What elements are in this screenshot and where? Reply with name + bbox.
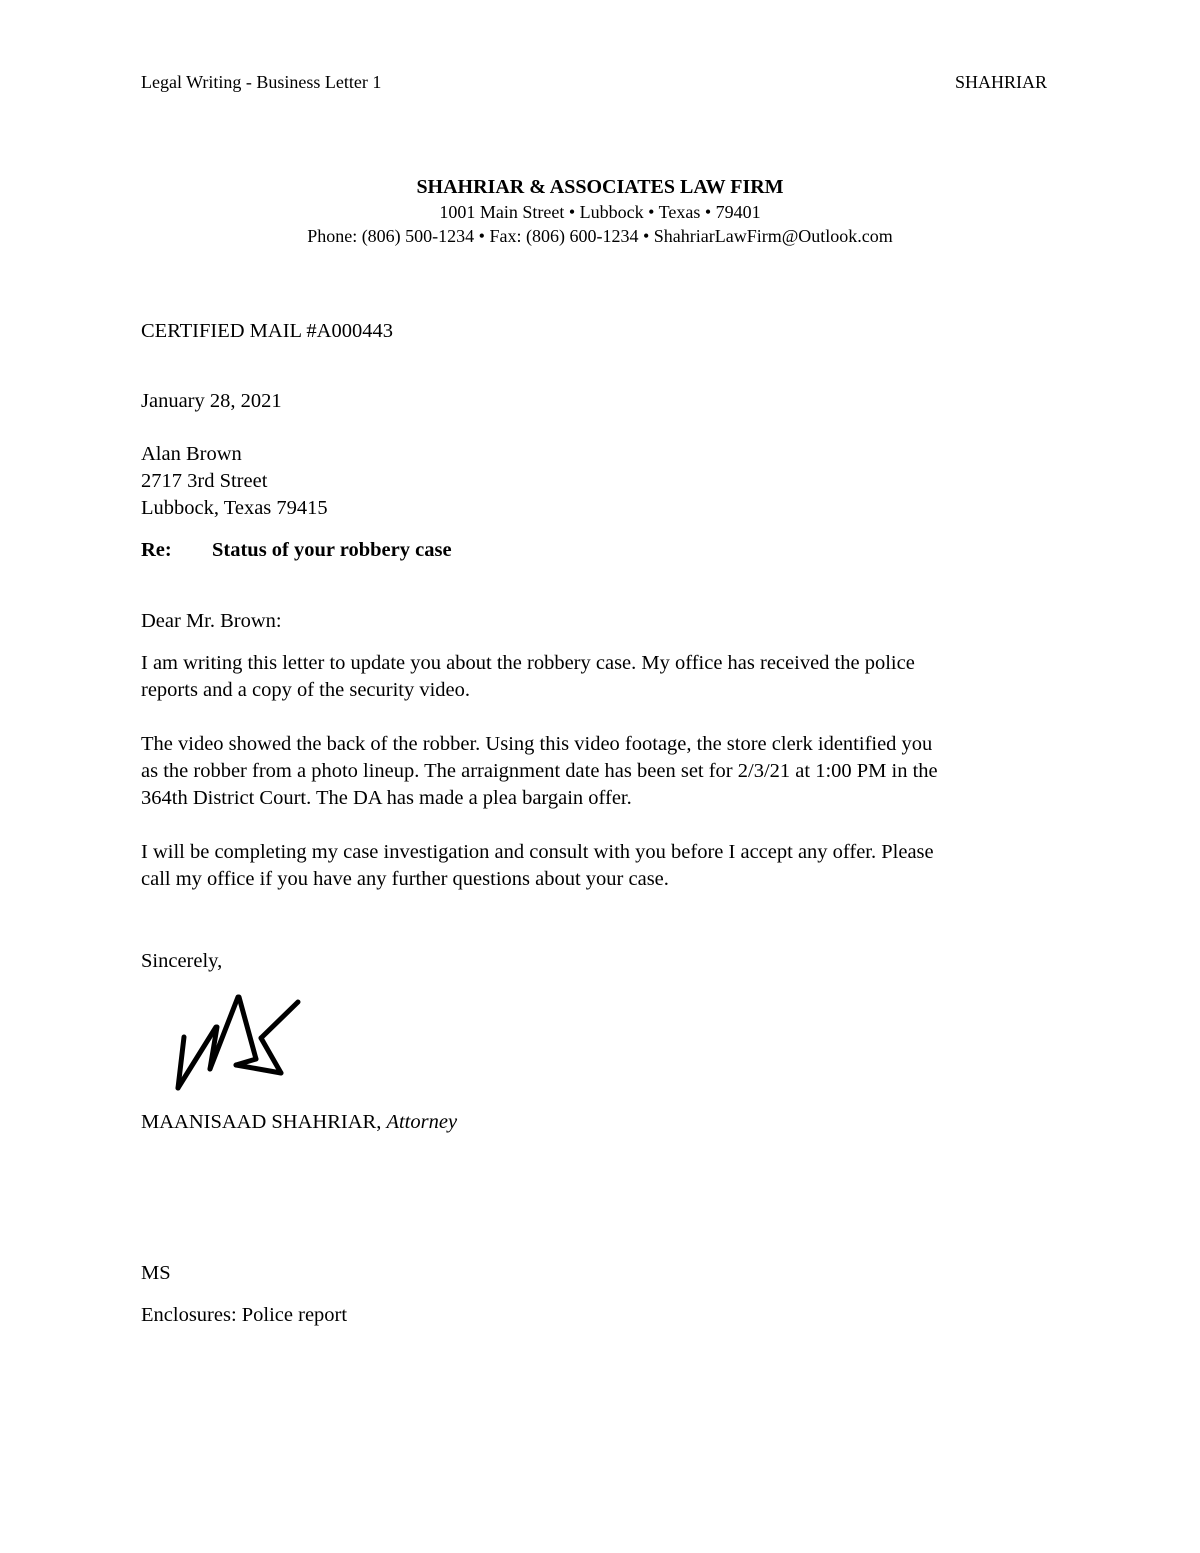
subject-text: Status of your robbery case xyxy=(212,539,452,561)
salutation: Dear Mr. Brown: xyxy=(141,610,282,632)
letterhead xyxy=(0,174,1200,248)
handwritten-signature-icon xyxy=(160,985,310,1095)
paragraph-2 xyxy=(141,731,938,812)
typist-initials: MS xyxy=(141,1262,171,1284)
paragraph-line: 364th District Court. The DA has made a plea bargain offer. xyxy=(141,787,632,809)
recipient-city: Lubbock, Texas 79415 xyxy=(141,497,328,519)
paragraph-line: I will be completing my case investigation and consult with you before I accept any offer. Please xyxy=(141,841,934,863)
paragraph-line: as the robber from a photo lineup. The arraignment date has been set for 2/3/21 at 1:00 PM in the xyxy=(141,760,938,782)
paragraph-3 xyxy=(141,839,934,893)
paragraph-line: The video showed the back of the robber. Using this video footage, the store clerk identified you xyxy=(141,733,933,755)
enclosures-line: Enclosures: Police report xyxy=(141,1304,348,1326)
running-header-right: SHAHRIAR xyxy=(954,72,1047,92)
subject-line xyxy=(141,537,452,564)
signer-name: MAANISAAD SHAHRIAR, xyxy=(141,1111,382,1133)
paragraph-line: I am writing this letter to update you about the robbery case. My office has received the police xyxy=(141,652,915,674)
firm-name: SHAHRIAR & ASSOCIATES LAW FIRM xyxy=(416,176,784,198)
signer-block xyxy=(141,1109,457,1136)
certified-mail-line: CERTIFIED MAIL #A000443 xyxy=(141,320,393,342)
paragraph-line: reports and a copy of the security video. xyxy=(141,679,471,701)
closing: Sincerely, xyxy=(141,950,223,972)
recipient-name: Alan Brown xyxy=(141,443,242,465)
signer-title: Attorney xyxy=(386,1111,458,1133)
recipient-street: 2717 3rd Street xyxy=(141,470,268,492)
letter-date: January 28, 2021 xyxy=(141,390,282,412)
firm-address: 1001 Main Street • Lubbock • Texas • 79401 xyxy=(439,202,761,222)
recipient-address xyxy=(141,441,328,522)
paragraph-line: call my office if you have any further questions about your case. xyxy=(141,868,669,890)
subject-label: Re: xyxy=(141,539,172,561)
running-header-left: Legal Writing - Business Letter 1 xyxy=(141,72,382,92)
paragraph-1 xyxy=(141,650,915,704)
firm-contact: Phone: (806) 500-1234 • Fax: (806) 600-1234 • ShahriarLawFirm@Outlook.com xyxy=(307,226,893,246)
